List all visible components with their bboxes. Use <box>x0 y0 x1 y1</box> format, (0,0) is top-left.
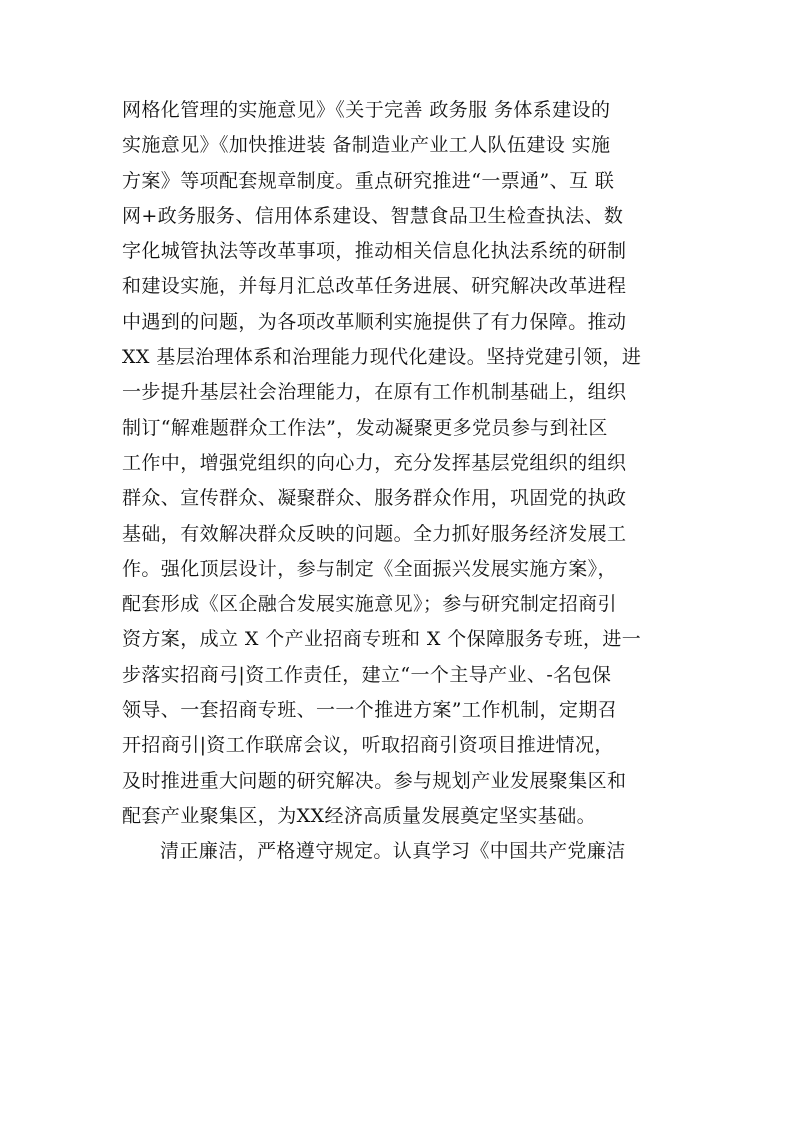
text-line: 实施意见》《加快推进装 备制造业产业工人队伍建设 实施 <box>122 134 611 157</box>
text-line: 群众、宣传群众、凝聚群众、服务群众作用，巩固党的执政 <box>122 487 627 510</box>
text-line: 领导、一套招商专班、一一个推进方案”工作机制，定期召 <box>122 699 618 722</box>
text-line: 开招商引|资工作联席会议，听取招商引资项目推进情况， <box>122 734 614 757</box>
text-line: 基础，有效解决群众反映的问题。全力抓好服务经济发展工 <box>122 522 627 545</box>
paragraph-2 <box>122 834 682 869</box>
text-line: 字化城管执法等改革事项，推动相关信息化执法系统的研制 <box>122 240 627 263</box>
text-line: 网+政务服务、信用体系建设、智慧食品卫生检查执法、数 <box>122 204 624 227</box>
text-line: 作。强化顶层设计，参与制定《全面振兴发展实施方案》， <box>122 557 617 580</box>
text-line: 清正廉洁，严格遵守规定。认真学习《中国共产党廉洁 <box>160 840 626 863</box>
text-line: 资方案，成立 X 个产业招商专班和 X 个保障服务专班，进一 <box>122 628 642 651</box>
text-line: 中遇到的问题，为各项改革顺利实施提供了有力保障。推动 <box>122 310 627 333</box>
text-line: 方案》等项配套规章制度。重点研究推进“一票通”、互 联 <box>122 169 615 192</box>
text-line: 网格化管理的实施意见》《关于完善 政务服 务体系建设的 <box>122 99 611 121</box>
text-line: 工作中，增强党组织的向心力，充分发挥基层党组织的组织 <box>122 451 627 474</box>
text-line: 步落实招商弓|资工作责任，建立“一个主导产业、-名包保 <box>122 663 612 686</box>
body-text <box>122 93 682 870</box>
text-line: 一步提升基层社会治理能力，在原有工作机制基础上，组织 <box>122 381 627 404</box>
paragraph-1 <box>122 93 682 834</box>
text-line: 配套形成《区企融合发展实施意见》；参与研究制定招商引 <box>122 593 617 616</box>
text-line: 配套产业聚集区，为XX经济高质量发展奠定坚实基础。 <box>122 804 597 827</box>
text-line: 和建设实施，并每月汇总改革任务进展、研究解决改革进程 <box>122 275 627 298</box>
text-line: 及时推进重大问题的研究解决。参与规划产业发展聚集区和 <box>122 769 627 792</box>
text-line: 制订“解难题群众工作法”，发动凝聚更多党员参与到社区 <box>122 416 608 439</box>
text-line: XX 基层治理体系和治理能力现代化建设。坚持党建引领，进 <box>122 346 642 369</box>
